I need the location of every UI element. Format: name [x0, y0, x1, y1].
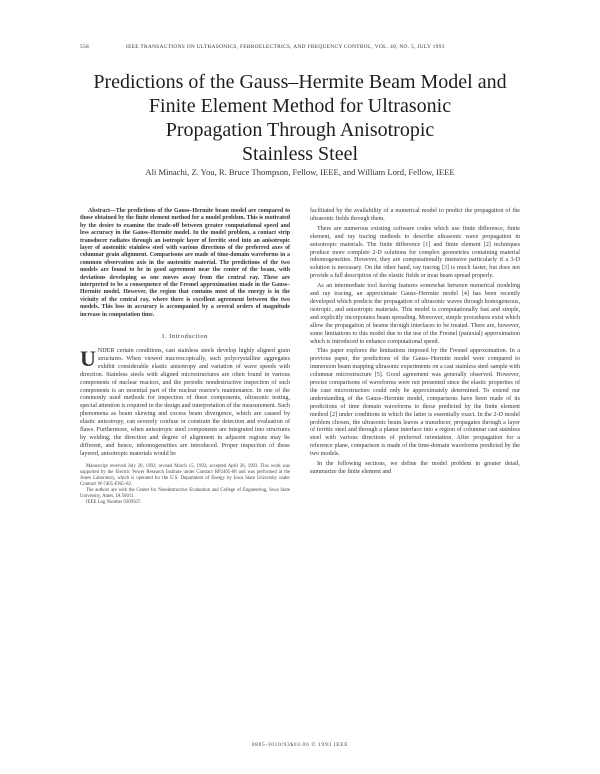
- title-line: Propagation Through Anisotropic: [165, 119, 435, 141]
- author-list: Ali Minachi, Z. You, R. Bruce Thompson, Fellow, IEEE, and William Lord, Fellow, IEEE: [145, 167, 455, 177]
- body-paragraph: As an intermediate tool having features somewhat between numerical modeling and ray tracing, an approximate Gauss–Hermite model [4] has been recently developed which predicts the propagation of ultrasonic waves through homogeneous, isotropic, and anisotropic materials. This model is computationally fast and simple, and explicitly incorporates beam spreading. Moreover, simple procedures exist which allow the propagation of beams through interfaces to be treated. There are, however, some limitations to this model due to the use of the Fresnel (paraxial) approximation which is introduced to enhance computational speed.: [310, 283, 520, 345]
- body-paragraph: There are numerous existing software codes which use finite difference, finite element, and ray tracing methods to describe ultrasonic wave propagation in anisotropic materials. The finite difference [1] and finite element [2] techniques produce more complete 2-D solutions for complex geometries containing material inhomogeneities. However, they are computationally intensive particularly if a 3-D solution is necessary. On the other hand, ray tracing [3] is much faster, but does not provide a full description of the elastic fields or treat beam spread properly.: [310, 225, 520, 280]
- body-paragraph: facilitated by the availability of a numerical model to predict the propagation of the ultrasonic fields through them.: [310, 208, 520, 222]
- title-line: Predictions of the Gauss–Hermite Beam Model and: [93, 71, 507, 93]
- page-number: 558: [80, 44, 89, 50]
- section-heading: I. Introduction: [162, 333, 208, 341]
- intro-text: NDER certain conditions, cast stainless steels develop highly aligned grain structures. When viewed macroscopically, such polycrystalline aggregates exhibit considerable elastic anisotropy and variation of wave speeds with direction. Stainless steels with aligned microstructures are often found in various components of nuclear reactors, and the periodic nondestructive inspection of such components is an essential part of the nuclear reactor's maintenance. In one of the commonly used methods for inspection of these components, ultrasonic testing, special attention is required in the design and interpretation of the measurement. Such phenomena as beam skewing and excess beam divergence, which are caused by elastic anisotropy, can severely confuse or constrain the detection and evaluation of flaws. Furthermore, when anisotropic steel components are integrated into structures by welding, the direction and degree of alignment in adjacent regions may be different, and hence, inhomogeneities are introduced. Proper inspection of these layered, anisotropic materials would be: [80, 348, 290, 457]
- right-column: [310, 208, 520, 479]
- body-paragraph: In the following sections, we define the model problem in greater detail, summarize the finite element and: [310, 461, 520, 475]
- footnotes: [80, 464, 290, 507]
- paper-title: [60, 70, 540, 166]
- journal-name: IEEE TRANSACTIONS ON ULTRASONICS, FERROELECTRICS, AND FREQUENCY CONTROL, VOL. 40, NO. 5, JULY 1993: [126, 44, 445, 50]
- title-line: Stainless Steel: [241, 143, 359, 165]
- left-column: [80, 208, 290, 506]
- copyright-code: 0885-3010/93$03.00 © 1993 IEEE: [251, 742, 349, 748]
- body-paragraph: This paper explores the limitations imposed by the Fresnel approximation. In a previous paper, the predictions of the Gauss–Hermite model were compared to immersion beam mapping ultrasonic experiments on a cast stainless steel sample with columnar microstructure [5]. Good agreement was generally observed. However, precise comparisons of waveforms were not presented since the elastic properties of the case microstructure could only be approximately determined. To extend our understanding of the Gauss–Hermite model, comparisons have been made of its predictions of time domain waveforms to those predicted by the finite element method [2] under conditions in which the latter is essentially exact. In the 2-D model problem chosen, the ultrasonic beam leaves a transducer, propagates through a layer of ferritic steel and through a planar interface into a region of columnar cast stainless steel with various directions of preferred orientation. After propagation for a reference plane, comparison is made of the time-domain waveforms predicted by the two models.: [310, 348, 520, 458]
- abstract: Abstract—The predictions of the Gauss–Hermite beam model are compared to those obtained by the finite element method for a model problem. This is motivated by the desire to examine the trade-off between greater computational speed and less accuracy in the Gauss–Hermite model. In the model problem, a contact strip transducer radiates through an isotropic layer of ferritic steel into an anisotropic layer of austenitic stainless steel with various directions of the preferred axes of columnar grain alignment. Comparisons are made of time-domain waveforms in a common observation axis in the austenitic material. The predictions of the two models are found to be in good agreement near the center of the beam, with deviations developing as one moves away from the central ray. These are interpreted to be a consequence of the Fresnel approximation made in the Gauss–Hermite model. However, the region that contains most of the energy is in the vicinity of the central ray, where there is excellent agreement between the two models. This loss in accuracy is accompanied by a several orders of magnitude increase in computation time.: [80, 208, 290, 318]
- footnote-log-number: IEEE Log Number 9209567.: [86, 500, 142, 506]
- drop-cap: U: [80, 346, 96, 371]
- intro-paragraph: [80, 348, 290, 459]
- footnote-affiliation: The authors are with the Center for Nondestructive Evaluation and College of Engineering, Iowa State University, Ames, IA 50011.: [80, 488, 290, 500]
- footnote-manuscript: Manuscript received July 20, 1992; revised March 15, 1993; accepted April 26, 1993. This work was supported by the Electric Power Research Institute under Contract RP2405-08 and was performed at the Ames Laboratory, which is operated for the U.S. Department of Energy by Iowa State University under Contract W-7405-ENG-82.: [80, 463, 290, 487]
- title-line: Finite Element Method for Ultrasonic: [148, 95, 452, 117]
